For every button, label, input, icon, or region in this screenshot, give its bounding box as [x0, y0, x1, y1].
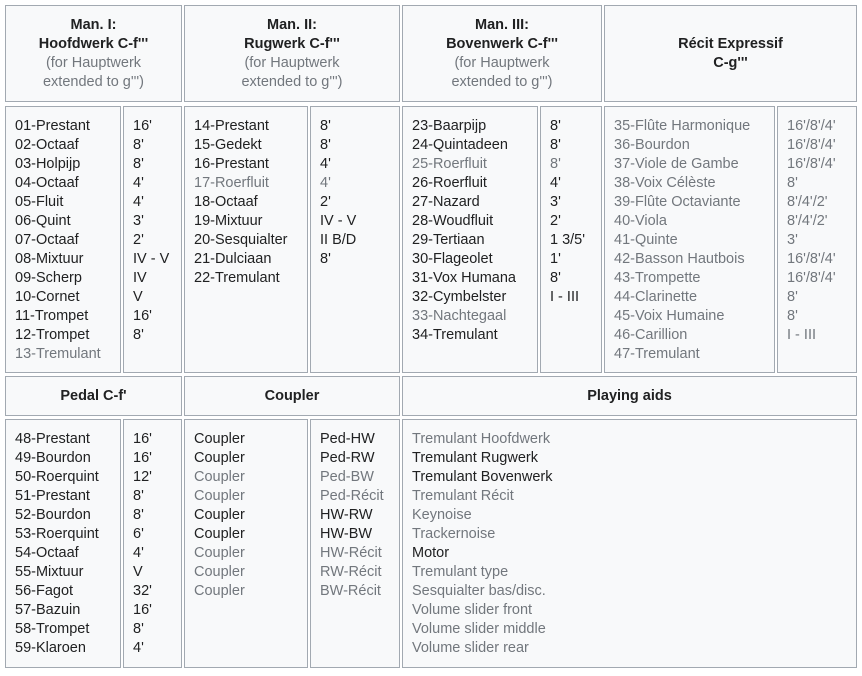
stop-pitch: 8'	[320, 251, 331, 267]
playing-aids-list	[402, 419, 857, 668]
stop-pitch: 8'	[550, 137, 561, 153]
stop-pitch: 4'	[133, 545, 144, 561]
stop-name: 07-Octaaf	[15, 232, 79, 248]
stop-name: 11-Trompet	[15, 308, 89, 324]
stop-name: 10-Cornet	[15, 289, 80, 305]
coupler-name: Coupler	[194, 431, 245, 447]
pedal-stop-list	[5, 419, 121, 668]
header-recit-subtitle: C-g'''	[713, 54, 748, 71]
stop-pitch: 2'	[133, 232, 144, 248]
header-man2	[184, 5, 400, 102]
stop-pitch: 16'/8'/4'	[787, 156, 836, 172]
stop-pitch: 16'	[133, 118, 152, 134]
stop-pitch: 8'	[133, 156, 144, 172]
stop-pitch: V	[133, 289, 143, 305]
stop-name: 46-Carillion	[614, 327, 688, 343]
stop-pitch: 16'	[133, 308, 152, 324]
stop-pitch: 8'	[133, 327, 144, 343]
stop-name: 45-Voix Humaine	[614, 308, 725, 324]
header-man3-subtitle: Bovenwerk C-f'''	[446, 35, 558, 52]
stop-name: 54-Octaaf	[15, 545, 79, 561]
stop-pitch: 2'	[550, 213, 561, 229]
stop-pitch: 8'	[320, 137, 331, 153]
stop-pitch: 16'/8'/4'	[787, 137, 836, 153]
coupler-target: BW-Récit	[320, 583, 381, 599]
coupler-name: Coupler	[194, 488, 245, 504]
stop-name: 47-Tremulant	[614, 346, 700, 362]
coupler-target: HW-Récit	[320, 545, 382, 561]
stop-pitch: 8'	[787, 308, 798, 324]
stop-name: 44-Clarinette	[614, 289, 698, 305]
stop-name: 23-Baarpijp	[412, 118, 487, 134]
stop-name: 41-Quinte	[614, 232, 678, 248]
stop-pitch: 16'/8'/4'	[787, 118, 836, 134]
stop-name: 50-Roerquint	[15, 469, 99, 485]
stop-name: 42-Basson Hautbois	[614, 251, 745, 267]
stop-pitch: 3'	[550, 194, 561, 210]
playing-aid: Trackernoise	[412, 526, 496, 542]
stop-name: 36-Bourdon	[614, 137, 690, 153]
stop-pitch: 8'	[133, 507, 144, 523]
stop-name: 08-Mixtuur	[15, 251, 84, 267]
playing-aid: Sesquialter bas/disc.	[412, 583, 546, 599]
man1-pitch-list	[123, 106, 182, 373]
header-man2-subtitle: Rugwerk C-f'''	[244, 35, 340, 52]
stop-name: 17-Roerfluit	[194, 175, 269, 191]
stop-pitch: 16'	[133, 602, 152, 618]
stop-name: 04-Octaaf	[15, 175, 79, 191]
header-pedal-title: Pedal C-f'	[60, 387, 127, 404]
stop-pitch: 3'	[787, 232, 798, 248]
stop-name: 26-Roerfluit	[412, 175, 487, 191]
header-man1-note2: extended to g''')	[42, 73, 144, 90]
coupler-target: Ped-Récit	[320, 488, 384, 504]
header-man3-title: Man. III:	[475, 16, 529, 33]
stop-pitch: 8'	[550, 118, 561, 134]
stop-name: 16-Prestant	[194, 156, 269, 172]
stop-pitch: 8'	[133, 137, 144, 153]
stop-pitch: 4'	[320, 175, 331, 191]
header-man1	[5, 5, 182, 102]
stop-name: 38-Voix Célèste	[614, 175, 716, 191]
stop-name: 51-Prestant	[15, 488, 90, 504]
playing-aid: Tremulant type	[412, 564, 509, 580]
stop-pitch: 6'	[133, 526, 144, 542]
stop-pitch: 8'	[133, 621, 144, 637]
stop-pitch: 8'	[320, 118, 331, 134]
stop-pitch: 12'	[133, 469, 152, 485]
stop-pitch: 8'	[787, 289, 798, 305]
stop-name: 59-Klaroen	[15, 640, 86, 656]
man1-stop-list	[5, 106, 121, 373]
stop-name: 15-Gedekt	[194, 137, 262, 153]
header-man1-title: Man. I:	[70, 16, 117, 33]
stop-name: 40-Viola	[614, 213, 667, 229]
coupler-name: Coupler	[194, 545, 245, 561]
stop-name: 48-Prestant	[15, 431, 90, 447]
header-man3-note2: extended to g''')	[451, 73, 553, 90]
stop-name: 09-Scherp	[15, 270, 82, 286]
stop-name: 19-Mixtuur	[194, 213, 263, 229]
playing-aid: Volume slider front	[412, 602, 533, 618]
coupler-target: HW-RW	[320, 507, 373, 523]
stop-pitch: 4'	[133, 640, 144, 656]
stop-pitch: 8'	[133, 488, 144, 504]
header-man1-subtitle: Hoofdwerk C-f'''	[38, 35, 149, 52]
stop-name: 14-Prestant	[194, 118, 269, 134]
stop-pitch: 3'	[133, 213, 144, 229]
stop-pitch: 32'	[133, 583, 152, 599]
coupler-target-list	[310, 419, 400, 668]
stop-name: 31-Vox Humana	[412, 270, 516, 286]
stop-name: 53-Roerquint	[15, 526, 99, 542]
stop-name: 30-Flageolet	[412, 251, 493, 267]
stop-pitch: 1'	[550, 251, 561, 267]
stop-pitch: I - III	[550, 289, 579, 305]
stop-pitch: IV	[133, 270, 147, 286]
stop-name: 56-Fagot	[15, 583, 74, 599]
header-coupler	[184, 376, 400, 416]
stop-pitch: 4'	[133, 175, 144, 191]
recit-stop-list	[604, 106, 775, 373]
coupler-name: Coupler	[194, 450, 245, 466]
stop-pitch: 4'	[133, 194, 144, 210]
playing-aid: Tremulant Hoofdwerk	[412, 431, 551, 447]
stop-pitch: 16'/8'/4'	[787, 270, 836, 286]
header-playing-aids	[402, 376, 857, 416]
stop-name: 28-Woudfluit	[412, 213, 494, 229]
stop-pitch: 16'	[133, 450, 152, 466]
header-man2-note1: (for Hauptwerk	[244, 54, 340, 71]
stop-pitch: I - III	[787, 327, 816, 343]
stop-name: 22-Tremulant	[194, 270, 280, 286]
header-man3	[402, 5, 602, 102]
header-coupler-title: Coupler	[264, 387, 320, 404]
stop-name: 32-Cymbelster	[412, 289, 507, 305]
stop-name: 18-Octaaf	[194, 194, 258, 210]
playing-aid: Volume slider rear	[412, 640, 529, 656]
coupler-list	[184, 419, 308, 668]
man2-stop-list	[184, 106, 308, 373]
coupler-target: RW-Récit	[320, 564, 382, 580]
coupler-target: Ped-RW	[320, 450, 375, 466]
stop-name: 20-Sesquialter	[194, 232, 288, 248]
stop-pitch: 4'	[320, 156, 331, 172]
stop-pitch: 1 3/5'	[550, 232, 586, 248]
stop-pitch: 4'	[550, 175, 561, 191]
stop-pitch: II B/D	[320, 232, 357, 248]
playing-aid: Keynoise	[412, 507, 472, 523]
stop-name: 43-Trompette	[614, 270, 701, 286]
coupler-name: Coupler	[194, 564, 245, 580]
stop-name: 24-Quintadeen	[412, 137, 508, 153]
stop-pitch: 16'	[133, 431, 152, 447]
header-man1-note1: (for Hauptwerk	[45, 54, 142, 71]
stop-pitch: 8'	[550, 156, 561, 172]
stop-pitch: 8'/4'/2'	[787, 194, 828, 210]
man3-pitch-list	[540, 106, 602, 373]
man2-pitch-list	[310, 106, 400, 373]
stop-name: 01-Prestant	[15, 118, 90, 134]
stop-pitch: 8'	[550, 270, 561, 286]
stop-name: 37-Viole de Gambe	[614, 156, 739, 172]
coupler-target: Ped-BW	[320, 469, 374, 485]
header-playing-aids-title: Playing aids	[587, 387, 672, 404]
playing-aid: Motor	[412, 545, 450, 561]
stop-name: 39-Flûte Octaviante	[614, 194, 741, 210]
coupler-target: HW-BW	[320, 526, 373, 542]
playing-aid: Volume slider middle	[412, 621, 546, 637]
stop-name: 12-Trompet	[15, 327, 90, 343]
stop-name: 55-Mixtuur	[15, 564, 84, 580]
coupler-name: Coupler	[194, 469, 245, 485]
stop-name: 58-Trompet	[15, 621, 90, 637]
stop-name: 27-Nazard	[412, 194, 480, 210]
stop-pitch: 2'	[320, 194, 331, 210]
playing-aid: Tremulant Rugwerk	[412, 450, 538, 466]
stop-name: 05-Fluit	[15, 194, 64, 210]
stop-name: 02-Octaaf	[15, 137, 79, 153]
stop-name: 13-Tremulant	[15, 346, 101, 362]
man3-stop-list	[402, 106, 538, 373]
stop-name: 21-Dulciaan	[194, 251, 272, 267]
recit-pitch-list	[777, 106, 857, 373]
header-pedal	[5, 376, 182, 416]
stop-name: 06-Quint	[15, 213, 71, 229]
header-man2-note2: extended to g''')	[241, 73, 343, 90]
stop-name: 49-Bourdon	[15, 450, 91, 466]
stop-pitch: IV - V	[320, 213, 357, 229]
coupler-name: Coupler	[194, 507, 245, 523]
coupler-name: Coupler	[194, 583, 245, 599]
playing-aid: Tremulant Récit	[412, 488, 514, 504]
header-recit	[604, 5, 857, 102]
header-man2-title: Man. II:	[267, 16, 317, 33]
stop-name: 35-Flûte Harmonique	[614, 118, 751, 134]
stop-pitch: 8'/4'/2'	[787, 213, 828, 229]
stop-name: 34-Tremulant	[412, 327, 498, 343]
stop-pitch: 16'/8'/4'	[787, 251, 836, 267]
stop-name: 03-Holpijp	[15, 156, 81, 172]
pedal-pitch-list	[123, 419, 182, 668]
stop-name: 52-Bourdon	[15, 507, 91, 523]
stop-pitch: IV - V	[133, 251, 170, 267]
coupler-target: Ped-HW	[320, 431, 375, 447]
header-man3-note1: (for Hauptwerk	[454, 54, 550, 71]
stop-name: 57-Bazuin	[15, 602, 81, 618]
playing-aid: Tremulant Bovenwerk	[412, 469, 553, 485]
coupler-name: Coupler	[194, 526, 245, 542]
header-recit-title: Récit Expressif	[678, 35, 783, 52]
stop-pitch: 8'	[787, 175, 798, 191]
stop-pitch: V	[133, 564, 143, 580]
stop-name: 33-Nachtegaal	[412, 308, 507, 324]
stop-name: 29-Tertiaan	[412, 232, 485, 248]
stop-name: 25-Roerfluit	[412, 156, 487, 172]
